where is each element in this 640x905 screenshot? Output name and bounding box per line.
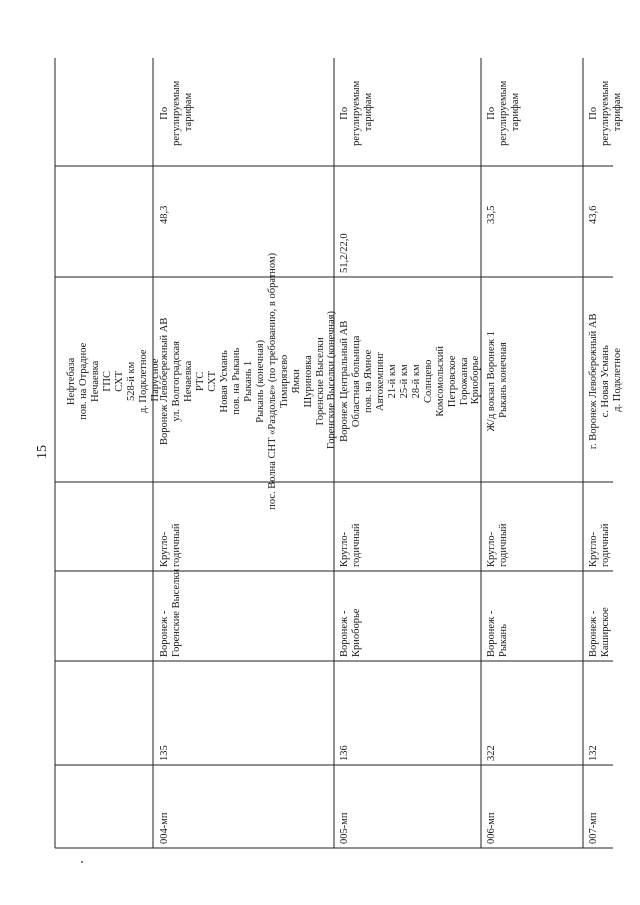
row-2-length: 51,2/22,0 — [339, 233, 350, 273]
row-3-stops — [486, 329, 509, 432]
stop-item: Автокемпинг — [375, 351, 386, 411]
stop-item: Ж/д вокзал Воронеж 1 — [486, 331, 497, 432]
stop-item: Петровское — [447, 355, 458, 408]
stop-item: 528-й км — [126, 361, 137, 401]
row-1-tariff — [159, 78, 194, 146]
tariff-line: регулируемым — [171, 80, 182, 146]
row-1-route-name — [159, 569, 182, 657]
tariff-line: тарифам — [183, 92, 194, 132]
stop-item: СХТ — [207, 370, 218, 392]
tariff-line: регулируемым — [498, 80, 509, 146]
row-1-stops — [159, 250, 337, 510]
tariff-line: По — [339, 106, 350, 120]
routes-table — [55, 58, 623, 848]
row-2-route-name — [339, 608, 362, 657]
route-kind-line: годичный — [171, 523, 182, 567]
route-name-line: Горенские Выселки — [171, 568, 182, 657]
route-kind-line: годичный — [351, 523, 362, 567]
row-3-route-code: 006-мп — [486, 812, 497, 844]
row-3-route-no: 322 — [486, 745, 497, 761]
stop-item: 28-й км — [411, 364, 422, 399]
stop-item: пов. на Ямное — [363, 349, 374, 413]
stop-item: СХТ — [114, 370, 125, 392]
row-0-stops — [66, 340, 161, 420]
stop-item: Областная больница — [351, 335, 362, 428]
stop-item: 25-й км — [399, 364, 410, 399]
route-name-line: Воронеж - — [339, 610, 350, 657]
route-name-line: Каширское — [600, 607, 611, 657]
row-3-route-kind — [486, 523, 509, 567]
stop-item: Шуриновка — [303, 355, 314, 408]
stop-item: Рыкань конечная — [498, 342, 509, 418]
stop-item: пов. на Отрадное — [78, 342, 89, 420]
route-kind-line: Кругло- — [486, 531, 497, 567]
stop-item: д. Подклетное — [138, 349, 149, 414]
stop-item: Рыкань (конечная) — [255, 339, 266, 423]
page-number: 15 — [35, 445, 50, 459]
stop-item: Тимирязево — [279, 354, 290, 408]
stop-item: Ямки — [291, 369, 302, 394]
stop-item: Воронеж Центральный АВ — [339, 320, 350, 442]
stop-item: Нечаевка — [183, 360, 194, 402]
tariff-line: регулируемым — [351, 80, 362, 146]
route-kind-line: Кругло- — [588, 531, 599, 567]
stop-item: Новая Усмань — [219, 350, 230, 413]
row-2-route-no: 136 — [339, 745, 350, 761]
stop-item: ГПС — [102, 370, 113, 392]
stop-item: Парусное — [150, 358, 161, 402]
stop-item: Воронеж Левобережный АВ — [159, 317, 170, 445]
stop-item: с. Новая Усмань — [600, 345, 611, 418]
stop-item: Рыкань 1 — [243, 360, 254, 402]
row-4-route-name — [588, 607, 611, 657]
stop-item: 21-й км — [387, 364, 398, 399]
tariff-line: тарифам — [363, 92, 374, 132]
route-kind-line: Кругло- — [159, 531, 170, 567]
stop-item: Солнцево — [423, 359, 434, 404]
route-name-line: Воронеж - — [588, 610, 599, 657]
row-4-stops — [588, 311, 623, 449]
stop-item: РТС — [195, 371, 206, 392]
tariff-line: регулируемым — [600, 80, 611, 146]
row-2-tariff — [339, 78, 374, 146]
tariff-line: По — [486, 106, 497, 120]
route-name-line: Воронеж - — [486, 610, 497, 657]
stop-item: Нефтебаза — [66, 357, 77, 405]
row-1-length: 48,3 — [159, 205, 170, 224]
row-1-route-no: 135 — [159, 745, 170, 761]
stop-item: Горенские Выселки — [315, 337, 326, 426]
route-kind-line: Кругло- — [339, 531, 350, 567]
tariff-line: По — [588, 106, 599, 120]
tariff-line: тарифам — [510, 92, 521, 132]
row-2-stops — [339, 318, 481, 442]
row-3-length: 33,5 — [486, 205, 497, 224]
row-4-route-kind — [588, 523, 611, 567]
row-4-length: 43,6 — [588, 205, 599, 224]
row-3-tariff — [486, 78, 521, 146]
row-4-tariff — [588, 78, 623, 146]
stop-item: пов. на Рыкань — [231, 347, 242, 415]
row-3-route-name — [486, 608, 509, 657]
stop-item: Горенские Выселки (конечная) — [326, 311, 337, 449]
scan-speck — [81, 861, 83, 863]
row-2-route-code: 005-мп — [339, 812, 350, 844]
stop-item: ул. Волгоградская — [171, 341, 182, 422]
stop-item: г. Воронеж Левобережный АВ — [588, 313, 599, 450]
row-1-route-code: 004-мп — [159, 812, 170, 844]
stop-item: д. Подклетное — [612, 348, 623, 412]
stop-item: Горожанка — [459, 357, 470, 406]
table-grid — [55, 58, 613, 848]
route-name-line: Криоборье — [351, 608, 362, 657]
stop-item: Нечаевка — [90, 360, 101, 402]
row-1-route-kind — [159, 523, 182, 567]
stop-item: Комсомольский — [435, 345, 446, 417]
row-2-route-kind — [339, 523, 362, 567]
route-kind-line: годичный — [498, 523, 509, 567]
route-kind-line: годичный — [600, 523, 611, 567]
row-4-route-code: 007-мп — [588, 812, 599, 844]
stop-item: пос. Волна СНТ «Раздолье» (по требованию, в обратном) — [267, 252, 278, 510]
row-4-route-no: 132 — [588, 745, 599, 761]
tariff-line: По — [159, 106, 170, 120]
stop-item: Криоборье — [470, 355, 481, 405]
tariff-line: тарифам — [612, 92, 623, 132]
route-name-line: Воронеж - — [159, 610, 170, 657]
route-name-line: Рыкань — [498, 624, 509, 657]
